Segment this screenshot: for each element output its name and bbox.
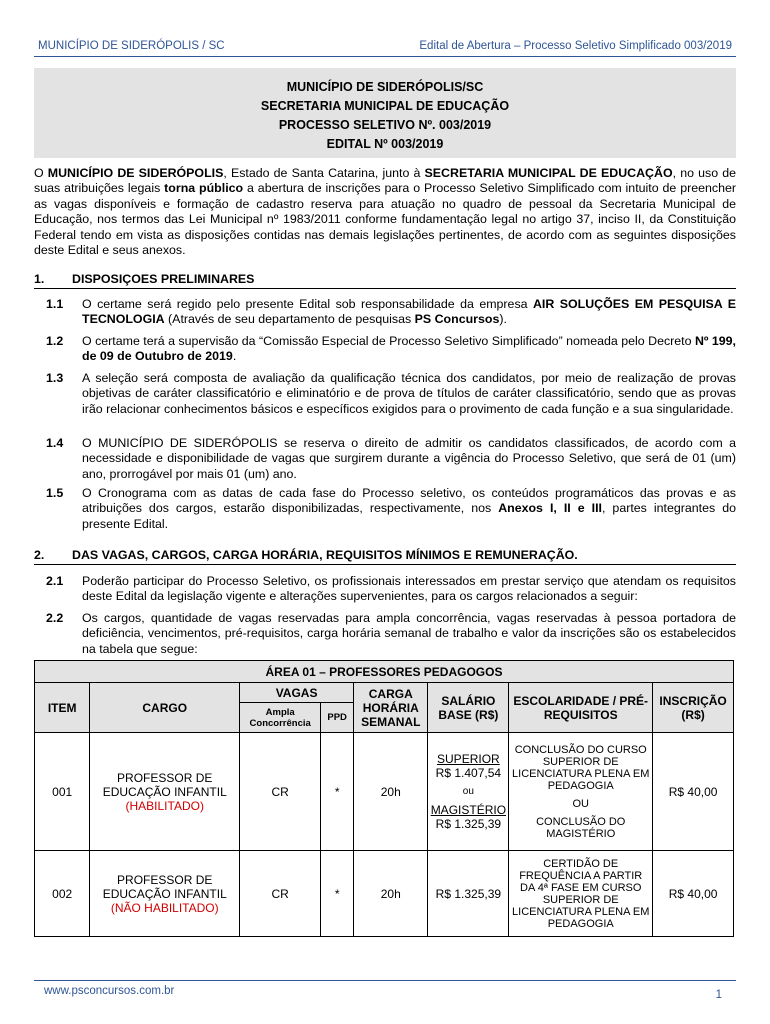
cell-salario: R$ 1.325,39 — [428, 851, 509, 937]
clause-text: O Cronograma com as datas de cada fase do Processo seletivo, os conteúdos programáticos das provas e as atribuições dos cargos, estarão disponibilizadas, respectivamente, nos — [82, 486, 736, 516]
intro-text: , Estado de Santa Catarina, junto à — [223, 166, 425, 180]
clause-2-2 — [34, 611, 736, 657]
salary-level: SUPERIOR — [437, 752, 500, 766]
title-block — [34, 68, 736, 158]
clause-number: 2.1 — [46, 574, 64, 588]
th-inscricao: INSCRIÇÃO (R$) — [653, 683, 734, 733]
section-1-heading — [34, 272, 736, 289]
clause-number: 1.5 — [46, 486, 64, 500]
th-ppd: PPD — [321, 703, 354, 733]
clause-number: 2.2 — [46, 611, 64, 625]
clause-number: 1.2 — [46, 334, 64, 348]
clause-text: Poderão participar do Processo Seletivo, os profissionais interessados em prestar serviço que atendam os requisitos deste Edital da legislação vigente e alterações supervenientes, para os cargos relacionados a seguir: — [82, 574, 736, 604]
cargo-status: (HABILITADO) — [125, 798, 204, 813]
th-vagas: VAGAS — [240, 683, 354, 703]
clause-text: O MUNICÍPIO DE SIDERÓPOLIS se reserva o direito de admitir os candidatos classificados, de acordo com a necessidade e disponibilidade de vagas que surgirem durante a vigência do Processo Seletivo, que será de 01 (um) ano, prorrogável por mais 01 (um) ano. — [82, 436, 736, 481]
th-item: ITEM — [35, 683, 90, 733]
th-ampla: Ampla Concorrência — [240, 703, 321, 733]
cell-item: 001 — [35, 733, 90, 851]
clause-bold: Nº 199, de 09 de Outubro de 2019 — [82, 334, 736, 364]
intro-paragraph — [34, 166, 736, 258]
cell-escolaridade: CERTIDÃO DE FREQUÊNCIA A PARTIR DA 4ª FASE EM CURSO SUPERIOR DE LICENCIATURA PLENA EM PEDAGOGIA — [509, 851, 653, 937]
salary-or: ou — [462, 786, 474, 797]
cell-carga: 20h — [354, 851, 428, 937]
th-carga: CARGA HORÁRIA SEMANAL — [354, 683, 428, 733]
cargo-name: PROFESSOR DE EDUCAÇÃO INFANTIL — [102, 770, 227, 799]
table-area-title: ÁREA 01 – PROFESSORES PEDAGOGOS — [35, 661, 734, 683]
clause-text: A seleção será composta de avaliação da qualificação técnica dos candidatos, por meio de realização de provas objetivas de caráter classificatório e eliminatório e de prova de títulos de caráter classificatório, sendo que as provas irão relacionar conhecimentos básicos e específicos exigidos para o provimento de cada função e a sua singularidade. — [82, 371, 736, 416]
clause-number: 1.3 — [46, 371, 64, 385]
requirement: CONCLUSÃO DO MAGISTÉRIO — [536, 815, 626, 840]
section-number: 1. — [34, 272, 45, 286]
salary-level: MAGISTÉRIO — [430, 803, 507, 817]
th-escolaridade: ESCOLARIDADE / PRÉ-REQUISITOS — [509, 683, 653, 733]
section-title: DAS VAGAS, CARGOS, CARGA HORÁRIA, REQUISITOS MÍNIMOS E REMUNERAÇÃO. — [72, 548, 578, 562]
clause-1-2 — [34, 334, 736, 365]
clause-1-5 — [34, 486, 736, 532]
th-salario: SALÁRIO BASE (R$) — [428, 683, 509, 733]
clause-text: ). — [499, 312, 507, 327]
requirement-or: OU — [572, 797, 589, 810]
intro-text: , no uso de suas atribuições legais — [34, 166, 737, 196]
running-header — [34, 40, 736, 57]
header-edital-title: Edital de Abertura – Processo Seletivo Simplificado 003/2019 — [419, 40, 732, 52]
page-footer — [34, 980, 736, 1001]
cell-escolaridade — [509, 733, 653, 851]
clause-text: , partes integrantes do presente Edital. — [82, 501, 736, 531]
clause-1-1 — [34, 297, 736, 328]
salary-value: R$ 1.325,39 — [435, 817, 502, 831]
clause-1-3 — [34, 371, 736, 417]
cell-inscricao: R$ 40,00 — [653, 851, 734, 937]
title-line-3: PROCESSO SELETIVO Nº. 003/2019 — [278, 118, 492, 132]
clause-2-1 — [34, 574, 736, 605]
intro-bold: MUNICÍPIO DE SIDERÓPOLIS — [47, 166, 224, 180]
cell-inscricao: R$ 40,00 — [653, 733, 734, 851]
table-row — [35, 733, 734, 851]
clause-number: 1.4 — [46, 436, 64, 450]
th-cargo: CARGO — [90, 683, 240, 733]
cell-cargo — [90, 851, 240, 937]
section-title: DISPOSIÇOES PRELIMINARES — [72, 272, 255, 286]
cargo-status: (NÃO HABILITADO) — [110, 900, 219, 915]
cell-cargo — [90, 733, 240, 851]
clause-text: O certame terá a supervisão da “Comissão Especial de Processo Seletivo Simplificado” nomeada pelo Decreto — [82, 334, 695, 348]
intro-bold: SECRETARIA MUNICIPAL DE EDUCAÇÃO — [424, 166, 673, 180]
page-number: 1 — [715, 989, 722, 1001]
footer-url[interactable]: www.psconcursos.com.br — [44, 985, 175, 997]
cell-ppd: * — [321, 733, 354, 851]
section-number: 2. — [34, 548, 45, 562]
clause-text: Os cargos, quantidade de vagas reservadas para ampla concorrência, vagas reservadas à pessoa portadora de deficiência, vencimentos, pré-requisitos, carga horária semanal de trabalho e valor da inscrições são os estabelecidos na tabela que segue: — [82, 611, 736, 656]
clause-bold: AIR SOLUÇÕES EM PESQUISA E TECNOLOGIA — [82, 297, 736, 327]
cell-salario — [428, 733, 509, 851]
cell-ampla: CR — [240, 851, 321, 937]
clause-text: O certame será regido pelo presente Edital sob responsabilidade da empresa — [82, 297, 533, 311]
clause-bold: Anexos I, II e III — [498, 501, 602, 516]
header-municipality: MUNICÍPIO DE SIDERÓPOLIS / SC — [38, 40, 225, 52]
intro-text: O — [34, 166, 48, 180]
cell-ampla: CR — [240, 733, 321, 851]
title-line-2: SECRETARIA MUNICIPAL DE EDUCAÇÃO — [260, 99, 510, 113]
clause-bold: PS Concursos — [414, 312, 500, 327]
cell-ppd: * — [321, 851, 354, 937]
title-line-1: MUNICÍPIO DE SIDERÓPOLIS/SC — [286, 80, 484, 94]
clause-text: . — [232, 349, 237, 364]
cell-item: 002 — [35, 851, 90, 937]
salary-value: R$ 1.407,54 — [435, 766, 502, 780]
vacancies-table — [34, 660, 734, 937]
section-2-heading — [34, 548, 736, 565]
requirement: CONCLUSÃO DO CURSO SUPERIOR DE LICENCIATURA PLENA EM PEDAGOGIA — [512, 743, 650, 792]
table-row — [35, 851, 734, 937]
clause-1-4 — [34, 436, 736, 482]
clause-text: (Através de seu departamento de pesquisas — [164, 312, 415, 327]
clause-number: 1.1 — [46, 297, 64, 311]
intro-text: a abertura de inscrições para o Processo Seletivo Simplificado com intuito de preencher as vagas disponíveis e formação de cadastro reserva para atuação no quadro de pessoal da Secretaria Municipal de Educação, nos termos das Lei Municipal nº 1983/2011 conforme fundamentação legal no artigo 37, inciso II, da Constituição Federal tendo em vista as disposições contidas nas demais legislações pertinentes, de acordo com as seguintes disposições deste Edital e seus anexos. — [34, 181, 736, 258]
cargo-name: PROFESSOR DE EDUCAÇÃO INFANTIL — [102, 872, 227, 901]
cell-carga: 20h — [354, 733, 428, 851]
intro-bold: torna público — [164, 181, 244, 196]
title-line-4: EDITAL Nº 003/2019 — [326, 137, 444, 151]
